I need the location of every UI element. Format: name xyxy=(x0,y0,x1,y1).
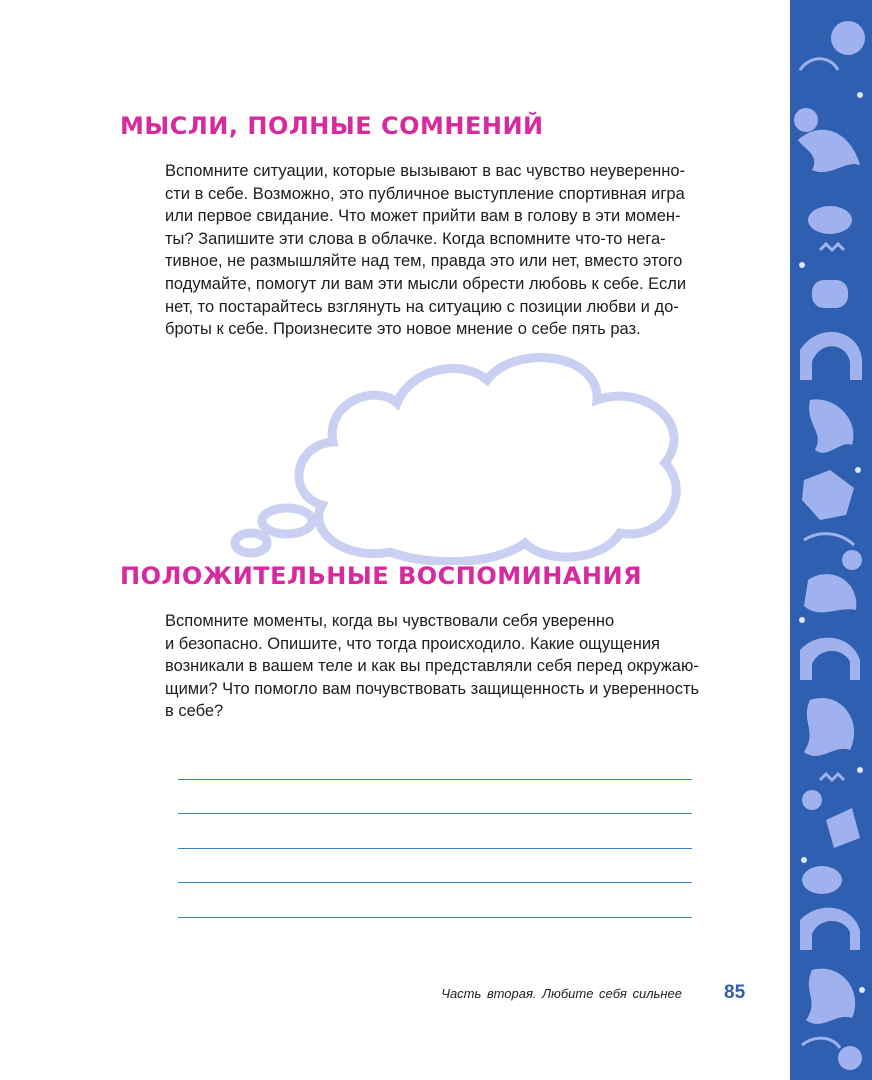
section-heading-positive-memories: ПОЛОЖИТЕЛЬНЫЕ ВОСПОМИНАНИЯ xyxy=(120,562,643,590)
paragraph-positive-memories xyxy=(165,610,710,723)
text-line: броты к себе. Произнесите это новое мнение о себе пять раз. xyxy=(165,320,641,339)
page-number: 85 xyxy=(724,982,746,1003)
running-footer-title: Часть вторая. Любите себя сильнее xyxy=(441,986,682,1001)
writing-line[interactable] xyxy=(178,814,692,849)
writing-line[interactable] xyxy=(178,745,692,780)
writing-line[interactable] xyxy=(178,883,692,918)
thought-cloud-icon[interactable] xyxy=(225,345,695,565)
text-line: щими? Что помогло вам почувствовать защищенность и уверенность xyxy=(165,679,700,698)
writing-line[interactable] xyxy=(178,780,692,815)
text-line: нет, то постарайтесь взглянуть на ситуацию с позиции любви и до- xyxy=(165,297,679,316)
paragraph-doubtful-thoughts xyxy=(165,160,710,341)
text-line: ты? Запишите эти слова в облачке. Когда вспомните что-то нега- xyxy=(165,229,666,248)
text-line: возникали в вашем теле и как вы представляли себя перед окружаю- xyxy=(165,657,699,676)
decorative-leaf-pattern-icon xyxy=(790,0,872,1080)
text-line: сти в себе. Возможно, это публичное выступление спортивная игра xyxy=(165,184,685,203)
text-line: подумайте, помогут ли вам эти мысли обрести любовь к себе. Если xyxy=(165,274,687,293)
text-line: и безопасно. Опишите, что тогда происходило. Какие ощущения xyxy=(165,634,660,653)
text-line: Вспомните моменты, когда вы чувствовали себя уверенно xyxy=(165,612,615,630)
text-line: тивное, не размышляйте над тем, правда это или нет, вместо этого xyxy=(165,252,683,271)
writing-lines xyxy=(178,745,692,918)
section-heading-doubtful-thoughts: МЫСЛИ, ПОЛНЫЕ СОМНЕНИЙ xyxy=(120,112,544,140)
writing-line[interactable] xyxy=(178,849,692,884)
text-line: Вспомните ситуации, которые вызывают в вас чувство неуверенно- xyxy=(165,162,686,180)
text-line: в себе? xyxy=(165,702,224,721)
text-line: или первое свидание. Что может прийти вам в голову в эти момен- xyxy=(165,207,681,226)
